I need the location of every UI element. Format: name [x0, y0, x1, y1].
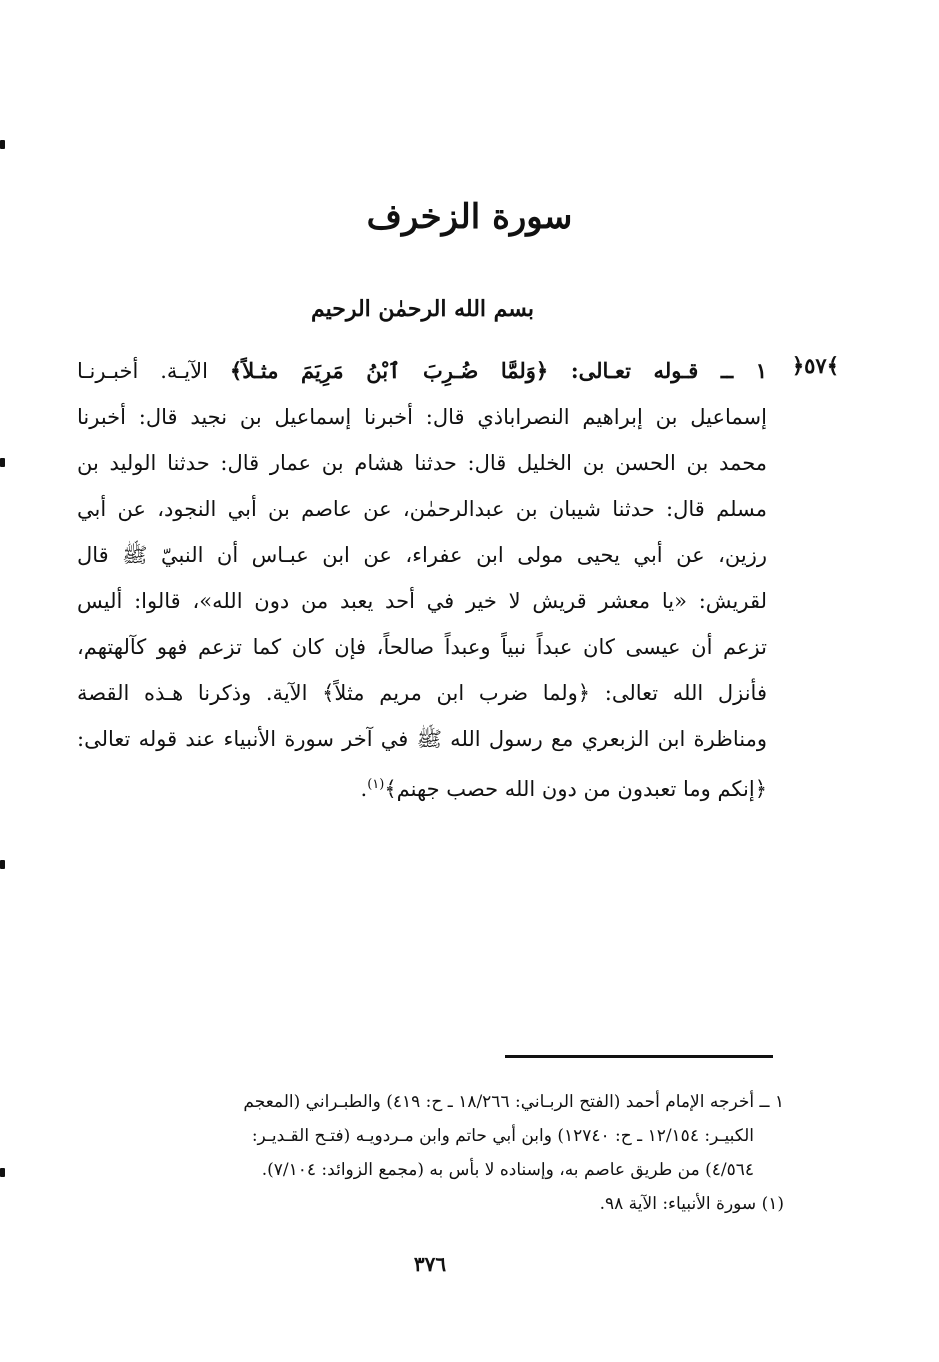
- footnotes: [84, 1085, 784, 1221]
- scan-edge-mark: [0, 860, 5, 869]
- footnote-line: ٤/٥٦٤) من طريق عاصم به، وإسناده لا بأس به (مجمع الزوائد: ٧/١٠٤).: [261, 1160, 754, 1180]
- text-fragment: الآيـة. أخبـرنـا: [77, 359, 230, 383]
- text-line: [77, 348, 767, 394]
- verse-number-marker: ﴿٥٧﴾: [791, 353, 839, 378]
- quran-quote: ﴿إنكم وما تعبدون من دون الله حصب جهنم﴾: [384, 777, 767, 801]
- quran-quote: ﴿وَلمَّا ضُـرِبَ ٱبْنُ مَرِيَمَ مثـلاً﴾: [229, 358, 549, 383]
- text-line: تزعم أن عيسى كان عبداً نبياً وعبداً صالحاً، فإن كان كما تزعم فهو كآلهتهم،: [77, 635, 767, 659]
- text-line: لقريش: «يا معشر قريش لا خير في أحد يعبد من دون الله»، قالوا: أليس: [77, 589, 767, 613]
- page-number: ٣٧٦: [413, 1252, 447, 1276]
- text-line: إسماعيل بن إبراهيم النصراباذي قال: أخبرنا إسماعيل بن نجيد قال: أخبرنا: [77, 405, 767, 429]
- text-line: [77, 762, 767, 808]
- text-line: رزين، عن أبي يحيى مولى ابن عفراء، عن ابن عبـاس أن النبيّ ﷺ قال: [77, 543, 767, 567]
- footnote-line: ١ ــ أخرجه الإمام أحمد (الفتح الربـاني: ١٨/٢٦٦ ـ ح: ٤١٩) والطبـراني (المعجم: [243, 1092, 784, 1112]
- text-line: مسلم قال: حدثنا شيبان بن عبدالرحمٰن، عن عاصم بن أبي النجود، عن أبي: [77, 497, 767, 521]
- text-fragment: .: [360, 777, 368, 801]
- footnote-line: الكبيـر: ١٢/١٥٤ ـ ح: ١٢٧٤٠) وابن أبي حاتم وابن مـردويـه (فتـح القـديـر:: [251, 1126, 754, 1146]
- footnote-separator: [505, 1055, 773, 1058]
- basmala: بسم الله الرحمٰن الرحيم: [310, 296, 535, 322]
- item-number: ١ ــ قـوله تعـالى:: [548, 358, 767, 383]
- main-text: [77, 348, 767, 808]
- surah-title: سورة الزخرف: [366, 197, 573, 237]
- scan-edge-mark: [0, 1168, 5, 1177]
- footnote-reference: (١): [367, 777, 385, 792]
- scan-edge-mark: [0, 140, 5, 149]
- footnote-line: (١) سورة الأنبياء: الآية ٩٨.: [599, 1194, 784, 1214]
- scan-edge-mark: [0, 458, 5, 467]
- text-line: محمد بن الحسن بن الخليل قال: حدثنا هشام بن عمار قال: حدثنا الوليد بن: [77, 451, 767, 475]
- text-line: فأنزل الله تعالى: ﴿ولما ضرب ابن مريم مثلاً﴾ الآية. وذكرنا هـذه القصة: [77, 681, 767, 705]
- text-line: ومناظرة ابن الزبعري مع رسول الله ﷺ في آخر سورة الأنبياء عند قوله تعالى:: [77, 727, 767, 751]
